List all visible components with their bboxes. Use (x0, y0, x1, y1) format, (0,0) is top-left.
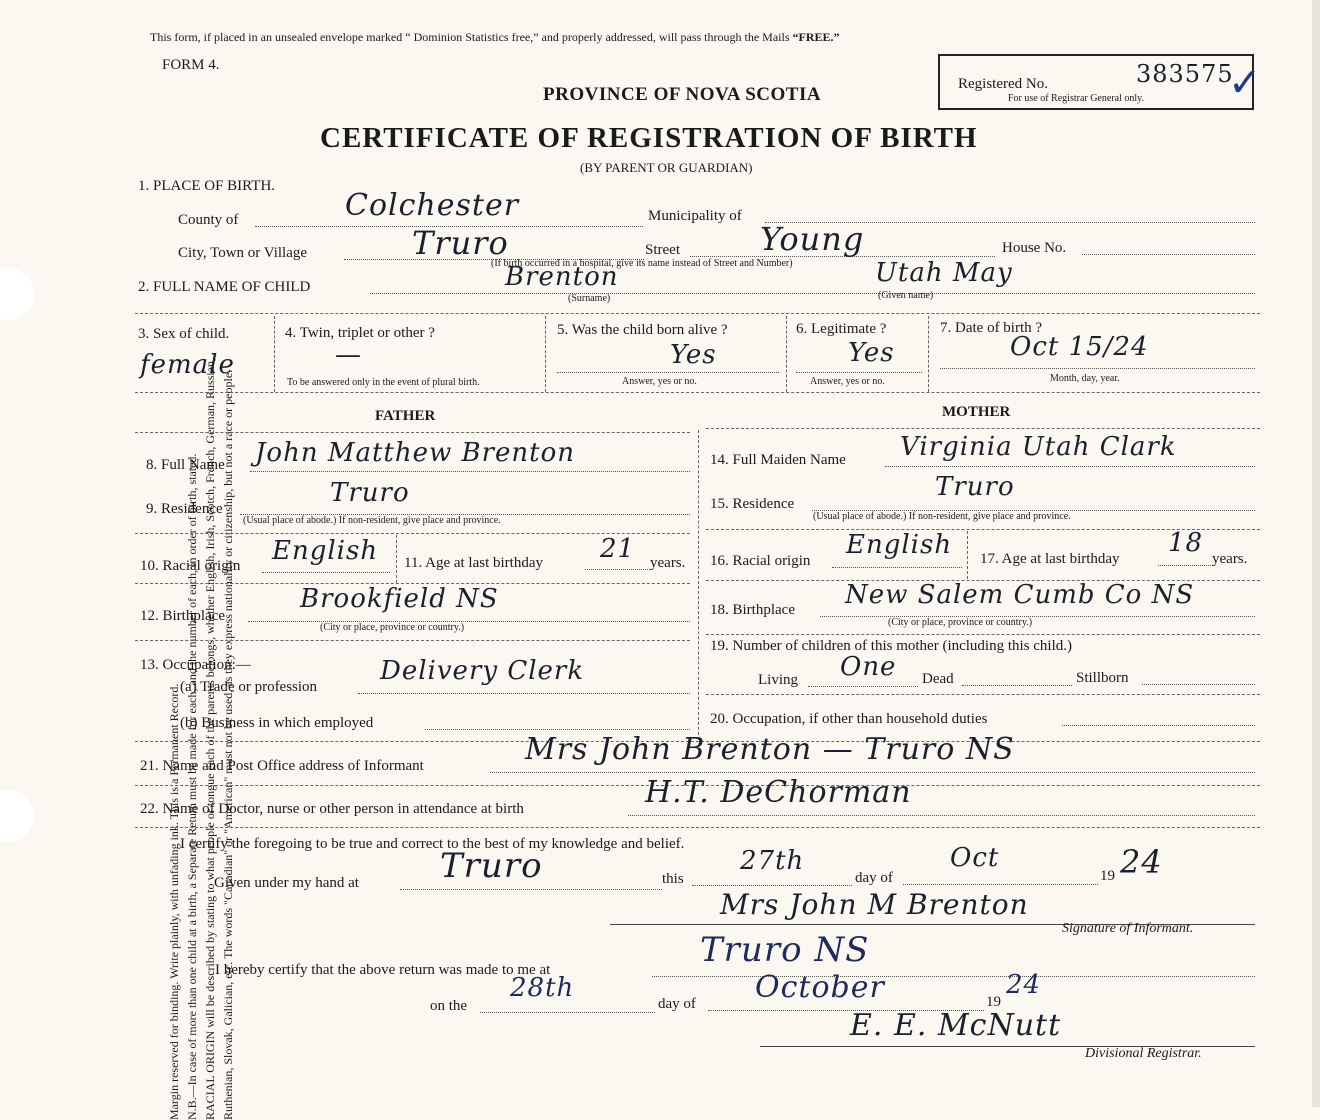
form-number: FORM 4. (162, 57, 220, 73)
mother-age-value: 18 (1168, 528, 1204, 558)
postal-notice-text: This form, if placed in an unsealed envelope marked “ Dominion Statistics free,” and properly addressed, will pass through the Mails (150, 30, 793, 44)
registrar-day-value: 28th (510, 973, 575, 1003)
twin-value: — (335, 340, 362, 370)
certificate-subtitle: (BY PARENT OR GUARDIAN) (580, 160, 753, 175)
binding-hole-bottom (0, 790, 34, 842)
child-surname-value: Brenton (505, 262, 619, 292)
street-value: Young (760, 220, 865, 258)
twin-caption: To be answered only in the event of plural birth. (287, 377, 480, 388)
father-heading: FATHER (375, 408, 436, 424)
twin-label: 4. Twin, triplet or other ? (285, 325, 435, 341)
dob-caption: Month, day, year. (1050, 373, 1120, 384)
registrar-year-prefix: 19 (986, 994, 1001, 1010)
father-race-value: English (272, 536, 379, 566)
child-given-value: Utah May (875, 258, 1013, 288)
mother-name-label: 14. Full Maiden Name (710, 452, 846, 468)
county-value: Colchester (345, 188, 520, 223)
mother-birthplace-label: 18. Birthplace (710, 602, 795, 618)
father-residence-value: Truro (330, 478, 410, 508)
surname-caption: (Surname) (568, 293, 611, 304)
county-label: County of (178, 212, 239, 228)
mother-occupation-label: 20. Occupation, if other than household duties (710, 711, 988, 727)
mother-race-label: 16. Racial origin (710, 553, 811, 569)
born-alive-value: Yes (670, 340, 717, 370)
certificate-title: CERTIFICATE OF REGISTRATION OF BIRTH (320, 122, 978, 154)
father-occupation-label: 13. Occupation:— (140, 657, 251, 673)
father-years: years. (650, 555, 686, 571)
mother-years: years. (1212, 551, 1248, 567)
mother-name-value: Virginia Utah Clark (900, 432, 1177, 462)
hospital-note: (If birth occurred in a hospital, give its name instead of Street and Number) (491, 258, 793, 269)
dob-label: 7. Date of birth ? (940, 320, 1043, 336)
mother-residence-value: Truro (935, 472, 1015, 502)
on-the-label: on the (430, 998, 468, 1014)
legitimate-value: Yes (848, 338, 895, 368)
informant-signature-caption: Signature of Informant. (1062, 921, 1194, 936)
given-name-caption: (Given name) (878, 290, 934, 301)
mother-birthplace-value: New Salem Cumb Co NS (845, 580, 1195, 610)
certify-year-prefix: 19 (1100, 868, 1115, 884)
given-at-value: Truro (440, 846, 543, 886)
mother-residence-caption: (Usual place of abode.) If non-resident, give place and province. (813, 511, 1071, 522)
mother-residence-label: 15. Residence (710, 496, 795, 512)
legitimate-caption: Answer, yes or no. (810, 376, 885, 387)
postal-notice (150, 30, 840, 45)
this-day-value: 27th (740, 846, 805, 876)
doctor-label: 22. Name of Doctor, nurse or other person in attendance at birth (140, 801, 524, 817)
house-number-label: House No. (1002, 240, 1067, 256)
father-birthplace-value: Brookfield NS (300, 584, 499, 614)
registrar-year-value: 24 (1006, 970, 1042, 1000)
sex-value: female (140, 350, 235, 380)
father-business-label: (b) Business in which employed (180, 715, 374, 731)
informant-signature: Mrs John M Brenton (720, 888, 1029, 921)
registrar-signature: E. E. McNutt (850, 1008, 1062, 1043)
informant-value: Mrs John Brenton — Truro NS (525, 732, 1015, 767)
registrar-day-of-label: day of (658, 996, 696, 1012)
father-race-label: 10. Racial origin (140, 558, 241, 574)
sex-label: 3. Sex of child. (138, 326, 230, 342)
registrar-certify-text: I hereby certify that the above return was made to me at (215, 962, 551, 978)
father-birthplace-label: 12. Birthplace (140, 608, 225, 624)
living-value: One (840, 652, 897, 682)
city-value: Truro (412, 224, 509, 262)
city-label: City, Town or Village (178, 245, 308, 261)
mother-children-label: 19. Number of children of this mother (including this child.) (710, 638, 1073, 654)
legitimate-label: 6. Legitimate ? (796, 321, 887, 337)
street-label: Street (645, 242, 680, 258)
mother-birthplace-caption: (City or place, province or country.) (888, 617, 1033, 628)
registrar-note: For use of Registrar General only. (1008, 93, 1144, 104)
mother-heading: MOTHER (942, 404, 1011, 420)
margin-line-4: Ruthenian, Slovak, Galician, etc. The words "Canadian" or "American" must not be used, as they express nationality or citizenship, but not a race or people. (221, 369, 235, 1120)
born-alive-label: 5. Was the child born alive ? (557, 322, 728, 338)
province-heading: PROVINCE OF NOVA SCOTIA (543, 84, 822, 105)
margin-line-1: Margin reserved for binding. Write plainly, with unfading ink. This is a Permanent Record. (167, 683, 181, 1120)
mother-race-value: English (846, 530, 953, 560)
certify-text: I certify the foregoing to be true and correct to the best of my knowledge and belief. (180, 836, 685, 852)
postal-notice-free: “FREE.” (792, 30, 840, 44)
registrar-signature-caption: Divisional Registrar. (1085, 1046, 1202, 1061)
municipality-label: Municipality of (648, 208, 742, 224)
father-name-value: John Matthew Brenton (255, 438, 576, 468)
living-label: Living (758, 672, 798, 688)
dob-value: Oct 15/24 (1010, 332, 1149, 362)
given-under-label: Given under my hand at (214, 875, 359, 891)
mother-age-label: 17. Age at last birthday (980, 551, 1120, 567)
informant-label: 21. Name and Post Office address of Informant (140, 758, 424, 774)
margin-line-3: RACIAL ORIGIN will be described by stating to what people or tongue each of the parents belongs, whether English, Irish, Scotch, French, German, Russian, (203, 357, 217, 1120)
margin-line-2: N.B.—In case of more than one child at a birth, a Separate Return must be made for each, and the number of each, in order of birth, stated. (185, 453, 199, 1120)
registrar-place-value: Truro NS (700, 930, 870, 970)
place-of-birth-label: 1. PLACE OF BIRTH. (138, 178, 276, 194)
father-name-label: 8. Full Name (146, 457, 225, 473)
binding-hole-top (0, 268, 34, 320)
certify-year-value: 24 (1120, 843, 1163, 881)
child-name-label: 2. FULL NAME OF CHILD (138, 279, 311, 295)
stillborn-label: Stillborn (1076, 670, 1129, 686)
check-mark-icon: ✓ (1228, 60, 1263, 106)
father-age-value: 21 (600, 534, 636, 564)
father-residence-caption: (Usual place of abode.) If non-resident, give place and province. (243, 515, 501, 526)
doctor-value: H.T. DeChorman (645, 775, 912, 810)
certify-month-value: Oct (950, 843, 1000, 873)
this-label: this (662, 871, 684, 887)
born-alive-caption: Answer, yes or no. (622, 376, 697, 387)
father-trade-label: (a) Trade or profession (180, 679, 318, 695)
dead-label: Dead (922, 671, 954, 687)
registered-number-box (938, 54, 1254, 110)
registered-label: Registered No. (958, 76, 1048, 92)
registrar-month-value: October (755, 970, 885, 1005)
father-birthplace-caption: (City or place, province or country.) (320, 622, 465, 633)
father-trade-value: Delivery Clerk (380, 656, 585, 686)
registered-value: 383575 (1136, 60, 1234, 88)
father-residence-label: 9. Residence (146, 501, 223, 517)
father-age-label: 11. Age at last birthday (404, 555, 543, 571)
day-of-label: day of (855, 870, 893, 886)
